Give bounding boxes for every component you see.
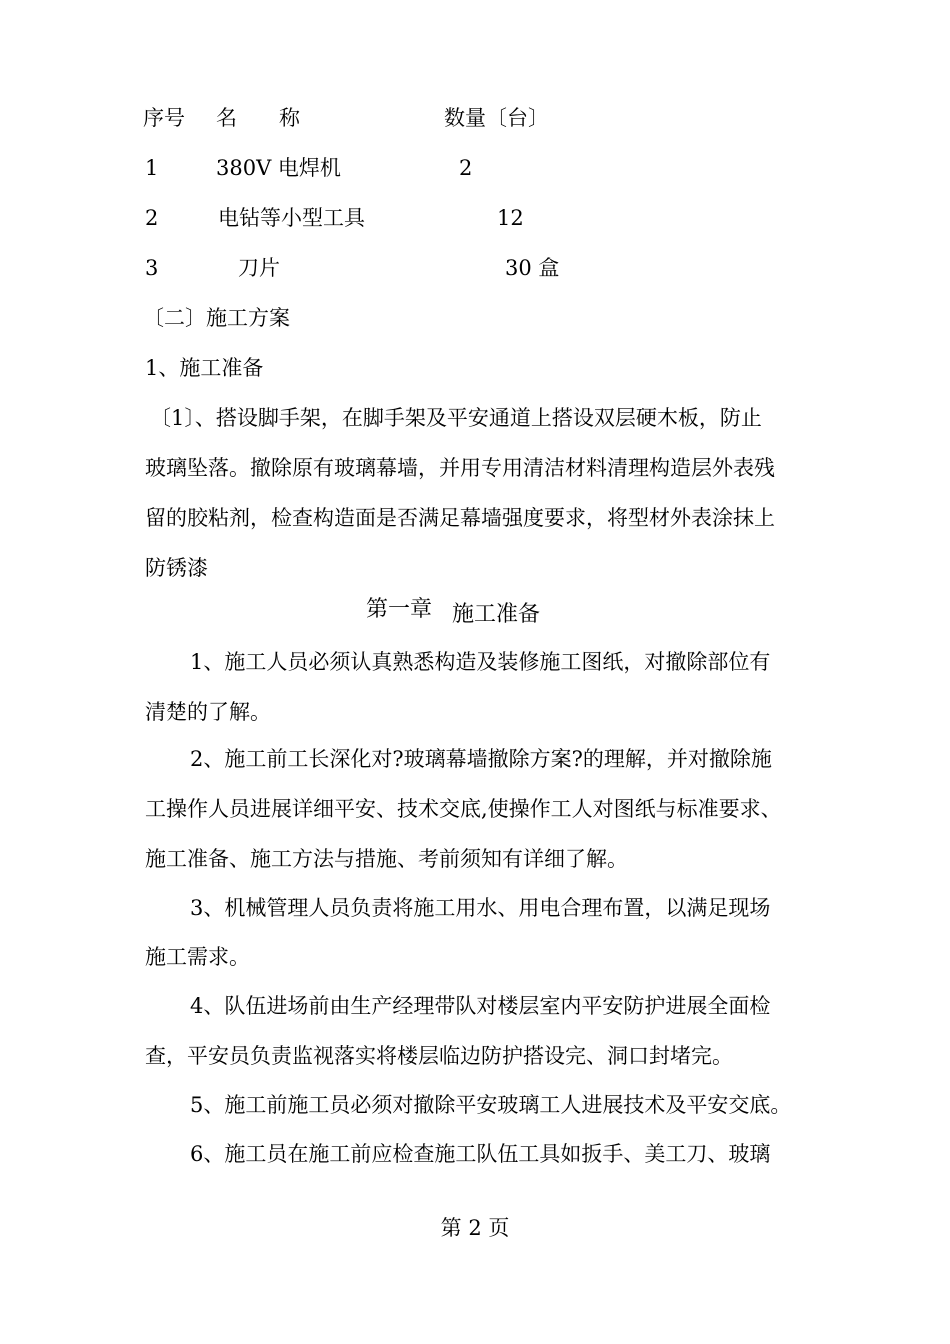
list-item-line: 2、施工前工长深化对?玻璃幕墙撤除方案?的理解，并对撤除施: [190, 747, 772, 771]
list-item-line: 1、施工人员必须认真熟悉构造及装修施工图纸，对撤除部位有: [190, 650, 771, 674]
chapter-number: 第一章: [366, 597, 433, 622]
table-cell-qty: 2: [459, 156, 473, 180]
subsection-title: 1、施工准备: [145, 356, 264, 380]
list-item-line: 3、机械管理人员负责将施工用水、用电合理布置，以满足现场: [190, 896, 771, 920]
table-cell-name: 380V 电焊机: [216, 156, 341, 180]
list-item-line: 5、施工前施工员必须对撤除平安玻璃工人进展技术及平安交底。: [190, 1093, 792, 1117]
paragraph-line: 〔1〕、搭设脚手架，在脚手架及平安通道上搭设双层硬木板，防止: [150, 406, 762, 430]
table-cell-no: 2: [145, 206, 159, 230]
list-item-line: 工操作人员进展详细平安、技术交底,使操作工人对图纸与标准要求、: [145, 797, 782, 821]
table-cell-name: 电钻等小型工具: [218, 206, 365, 230]
list-item-line: 4、队伍进场前由生产经理带队对楼层室内平安防护进展全面检: [190, 994, 771, 1018]
paragraph-line: 留的胶粘剂，检查构造面是否满足幕墙强度要求，将型材外表涂抹上: [145, 506, 775, 530]
list-item-line: 施工准备、施工方法与措施、考前须知有详细了解。: [145, 847, 628, 871]
paragraph-line: 玻璃坠落。撤除原有玻璃幕墙，并用专用清洁材料清理构造层外表残: [145, 456, 775, 480]
table-header-quantity: 数量〔台〕: [444, 106, 549, 130]
table-header-number: 序号: [143, 106, 185, 130]
table-cell-qty: 12: [497, 206, 524, 230]
list-item-line: 查，平安员负责监视落实将楼层临边防护搭设完、洞口封堵完。: [145, 1044, 733, 1068]
table-header-name: 名 称: [216, 106, 300, 130]
table-cell-qty: 30 盒: [505, 256, 560, 280]
table-cell-no: 3: [145, 256, 159, 280]
list-item-line: 清楚的了解。: [145, 700, 271, 724]
chapter-title: 施工准备: [452, 602, 541, 627]
list-item-line: 6、施工员在施工前应检查施工队伍工具如扳手、美工刀、玻璃: [190, 1142, 771, 1166]
paragraph-line: 防锈漆: [145, 556, 208, 580]
table-cell-name: 刀片: [238, 256, 280, 280]
table-cell-no: 1: [145, 156, 159, 180]
page-number: 第 2 页: [440, 1216, 510, 1240]
list-item-line: 施工需求。: [145, 945, 250, 969]
section-title: 〔二〕施工方案: [143, 306, 290, 330]
